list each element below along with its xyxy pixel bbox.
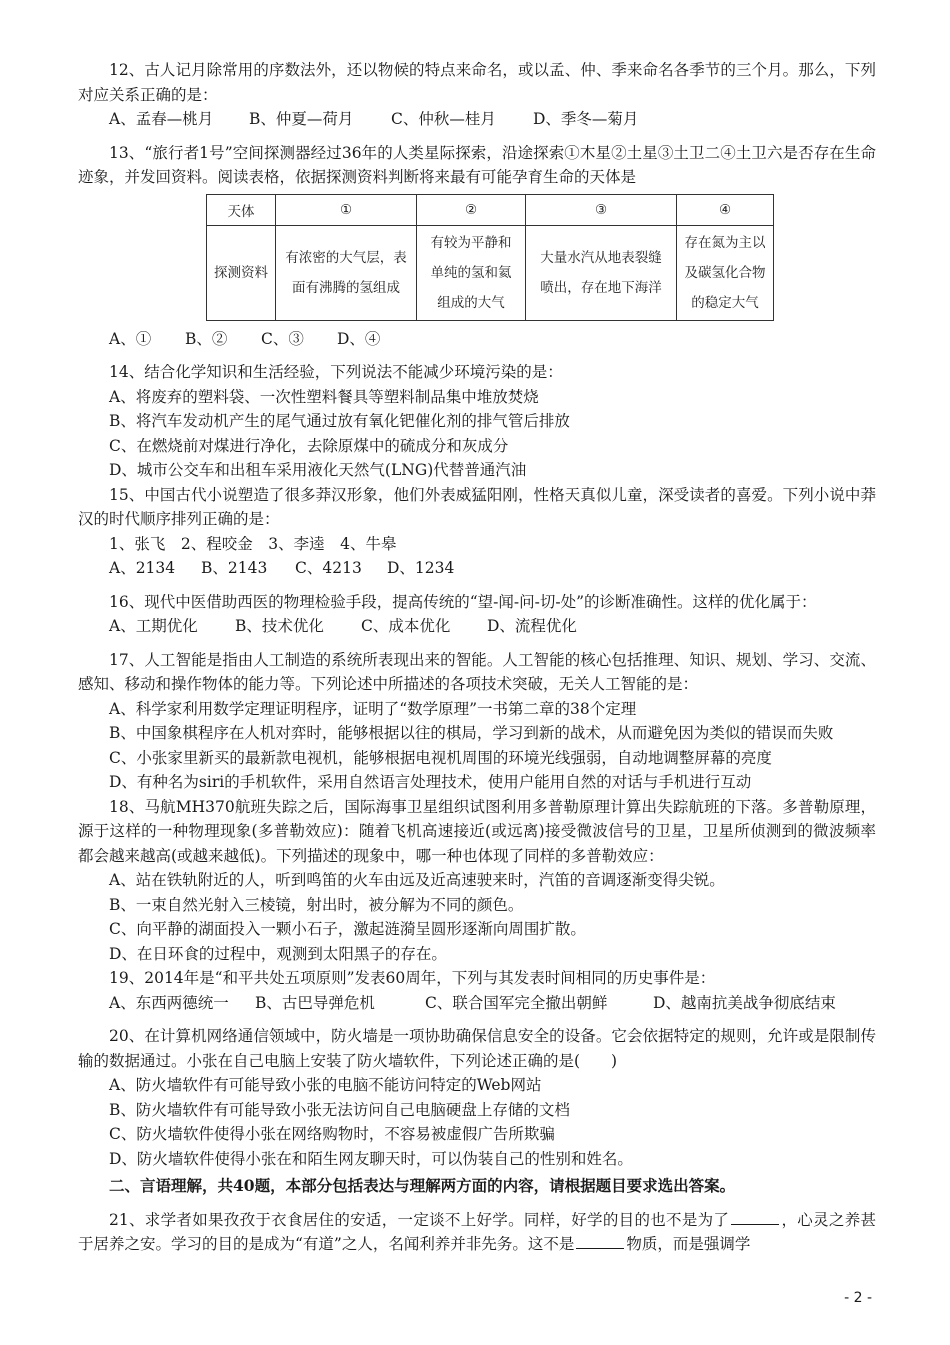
table-header-cell: ② (417, 194, 526, 225)
question-stem: 17、人工智能是指由人工制造的系统所表现出来的智能。人工智能的核心包括推理、知识、规划、学习、交流、感知、移动和操作物体的能力等。下列论述中所描述的各项技术突破，无关人工智能的是： (78, 650, 876, 693)
question-18 (78, 795, 876, 967)
question-stem (78, 1208, 876, 1257)
table-header-cell: ④ (677, 194, 774, 225)
stem-part: 物质，而是强调学 (626, 1235, 751, 1253)
question-20 (78, 1024, 876, 1171)
cell-line: 有较为平静和 (430, 234, 512, 251)
option-c: C、联合国军完全撤出朝鲜 (425, 993, 608, 1012)
cell-line: 及碳氢化合物 (684, 264, 766, 281)
question-15 (78, 483, 876, 581)
option-c: C、成本优化 (361, 617, 451, 635)
option-d: D、流程优化 (487, 617, 577, 635)
stem-part: ，心灵之养甚于居养之安。学习的目的是成为“有道”之人，名闻利养并非先务。这不是 (78, 1210, 876, 1253)
option-row (78, 614, 876, 639)
option-c: C、③ (261, 329, 304, 348)
question-stem: 13、“旅行者1号”空间探测器经过36年的人类星际探索，沿途探索①木星②土星③土卫二④土卫六是否存在生命迹象，并发回资料。阅读表格，依据探测资料判断将来最有可能孕育生命的天体是 (78, 143, 876, 186)
option-b: B、防火墙软件有可能导致小张无法访问自己电脑硬盘上存储的文档 (109, 1100, 570, 1119)
option-b: B、中国象棋程序在人机对弈时，能够根据以往的棋局，学习到新的战术，从而避免因为类似的错误而失败 (109, 724, 834, 742)
option-a: A、防火墙软件有可能导致小张的电脑不能访问特定的Web网站 (109, 1076, 542, 1094)
cell-line: 存在氮为主以 (684, 234, 766, 251)
option-b: B、古巴导弹危机 (255, 993, 375, 1012)
question-21 (78, 1208, 876, 1257)
option-d: D、越南抗美战争彻底结束 (653, 993, 836, 1012)
option-a: A、① (109, 329, 152, 348)
table-row-label: 探测资料 (207, 225, 276, 320)
table-header-cell: 天体 (207, 194, 276, 225)
option-row (78, 556, 876, 581)
cell-line: 面有沸腾的氢组成 (292, 279, 400, 296)
cell-line: 喷出，存在地下海洋 (540, 279, 662, 296)
section-heading: 二、言语理解，共40题，本部分包括表达与理解两方面的内容，请根据题目要求选出答案。 (109, 1176, 736, 1195)
table-cell (526, 225, 677, 320)
option-b: B、2143 (201, 559, 268, 577)
question-stem: 12、古人记月除常用的序数法外，还以物候的特点来命名，或以孟、仲、季来命名各季节的三个月。那么，下列对应关系正确的是： (78, 61, 876, 104)
option-d: D、④ (337, 329, 381, 348)
cell-line: 的稳定大气 (691, 294, 759, 311)
question-16 (78, 590, 876, 639)
question-stem: 16、现代中医借助西医的物理检验手段，提高传统的“望-闻-问-切-处”的诊断准确性。这样的优化属于： (109, 592, 817, 611)
cell-line: 单纯的氢和氦 (430, 264, 512, 281)
cell-line: 大量水汽从地表裂缝 (540, 249, 662, 266)
answer-blank (576, 1234, 624, 1249)
option-d: D、季冬—菊月 (533, 110, 639, 128)
table-cell (677, 225, 774, 320)
table-header-cell: ① (276, 194, 417, 225)
question-stem: 19、2014年是“和平共处五项原则”发表60周年，下列与其发表时间相同的历史事件是： (109, 969, 716, 987)
option-a: A、科学家利用数学定理证明程序，证明了“数学原理”一书第二章的38个定理 (109, 699, 637, 718)
table-header-cell: ③ (526, 194, 677, 225)
option-row (78, 327, 876, 352)
question-19 (78, 966, 876, 1015)
answer-blank (731, 1210, 779, 1225)
question-items: 1、张飞 2、程咬金 3、李逵 4、牛皋 (109, 534, 397, 553)
option-d: D、城市公交车和出租车采用液化天然气(LNG)代替普通汽油 (109, 461, 527, 479)
option-c: C、防火墙软件使得小张在网络购物时，不容易被虚假广告所欺骗 (109, 1125, 555, 1143)
option-a: A、东西两德统一 (109, 993, 229, 1012)
question-stem: 20、在计算机网络通信领域中，防火墙是一项协助确保信息安全的设备。它会依据特定的规则，允许或是限制传输的数据通过。小张在自己电脑上安装了防火墙软件，下列论述正确的是( ) (78, 1027, 876, 1070)
probe-data-table (206, 194, 774, 321)
document-page (78, 58, 876, 1257)
option-c: C、向平静的湖面投入一颗小石子，激起涟漪呈圆形逐渐向周围扩散。 (109, 920, 586, 938)
option-b: B、技术优化 (235, 617, 324, 635)
question-stem: 15、中国古代小说塑造了很多莽汉形象，他们外表威猛阳刚，性格天真似儿童，深受读者的喜爱。下列小说中莽汉的时代顺序排列正确的是： (78, 485, 876, 528)
cell-line: 组成的大气 (437, 294, 505, 311)
option-row (78, 107, 876, 132)
option-c: C、4213 (295, 559, 362, 577)
option-c: C、仲秋—桂月 (391, 110, 496, 128)
table-cell (417, 225, 526, 320)
question-17 (78, 648, 876, 795)
question-stem: 14、结合化学知识和生活经验，下列说法不能减少环境污染的是： (109, 363, 563, 381)
option-a: A、2134 (109, 559, 176, 577)
option-d: D、在日环食的过程中，观测到太阳黑子的存在。 (109, 944, 447, 963)
option-a: A、将废弃的塑料袋、一次性塑料餐具等塑料制品集中堆放焚烧 (109, 387, 539, 406)
option-b: B、一束自然光射入三棱镜，射出时，被分解为不同的颜色。 (109, 895, 524, 914)
page-number: - 2 - (844, 1290, 872, 1306)
option-row (78, 991, 876, 1016)
option-a: A、孟春—桃月 (109, 110, 214, 128)
option-a: A、工期优化 (109, 617, 198, 635)
stem-part: 21、求学者如果孜孜于衣食居住的安适，一定谈不上好学。同样，好学的目的也不是为了 (109, 1210, 730, 1229)
cell-line: 有浓密的大气层，表 (285, 249, 407, 266)
option-d: D、防火墙软件使得小张在和陌生网友聊天时，可以伪装自己的性别和姓名。 (109, 1149, 633, 1168)
table-cell (276, 225, 417, 320)
question-13 (78, 141, 876, 352)
option-d: D、有种名为siri的手机软件，采用自然语言处理技术，使用户能用自然的对话与手机进行互动 (109, 773, 752, 791)
option-b: B、仲夏—荷月 (249, 110, 354, 128)
option-b: B、② (185, 329, 228, 348)
option-c: C、小张家里新买的最新款电视机，能够根据电视机周围的环境光线强弱，自动地调整屏幕的亮度 (109, 748, 772, 767)
option-c: C、在燃烧前对煤进行净化，去除原煤中的硫成分和灰成分 (109, 436, 509, 455)
option-d: D、1234 (387, 559, 455, 577)
question-14 (78, 360, 876, 483)
question-stem: 18、马航MH370航班失踪之后，国际海事卫星组织试图利用多普勒原理计算出失踪航班的下落。多普勒原理，源于这样的一种物理现象(多普勒效应)：随着飞机高速接近(或远离)接受微波信号的卫星，卫星所侦测到的微波频率都会越来越高(或越来越低)。下列描述的现象中，哪一种也体现了同样的多普勒效应： (78, 797, 876, 865)
option-b: B、将汽车发动机产生的尾气通过放有氧化钯催化剂的排气管后排放 (109, 412, 570, 430)
option-a: A、站在铁轨附近的人，听到鸣笛的火车由远及近高速驶来时，汽笛的音调逐渐变得尖锐。 (109, 871, 725, 889)
question-12 (78, 58, 876, 132)
